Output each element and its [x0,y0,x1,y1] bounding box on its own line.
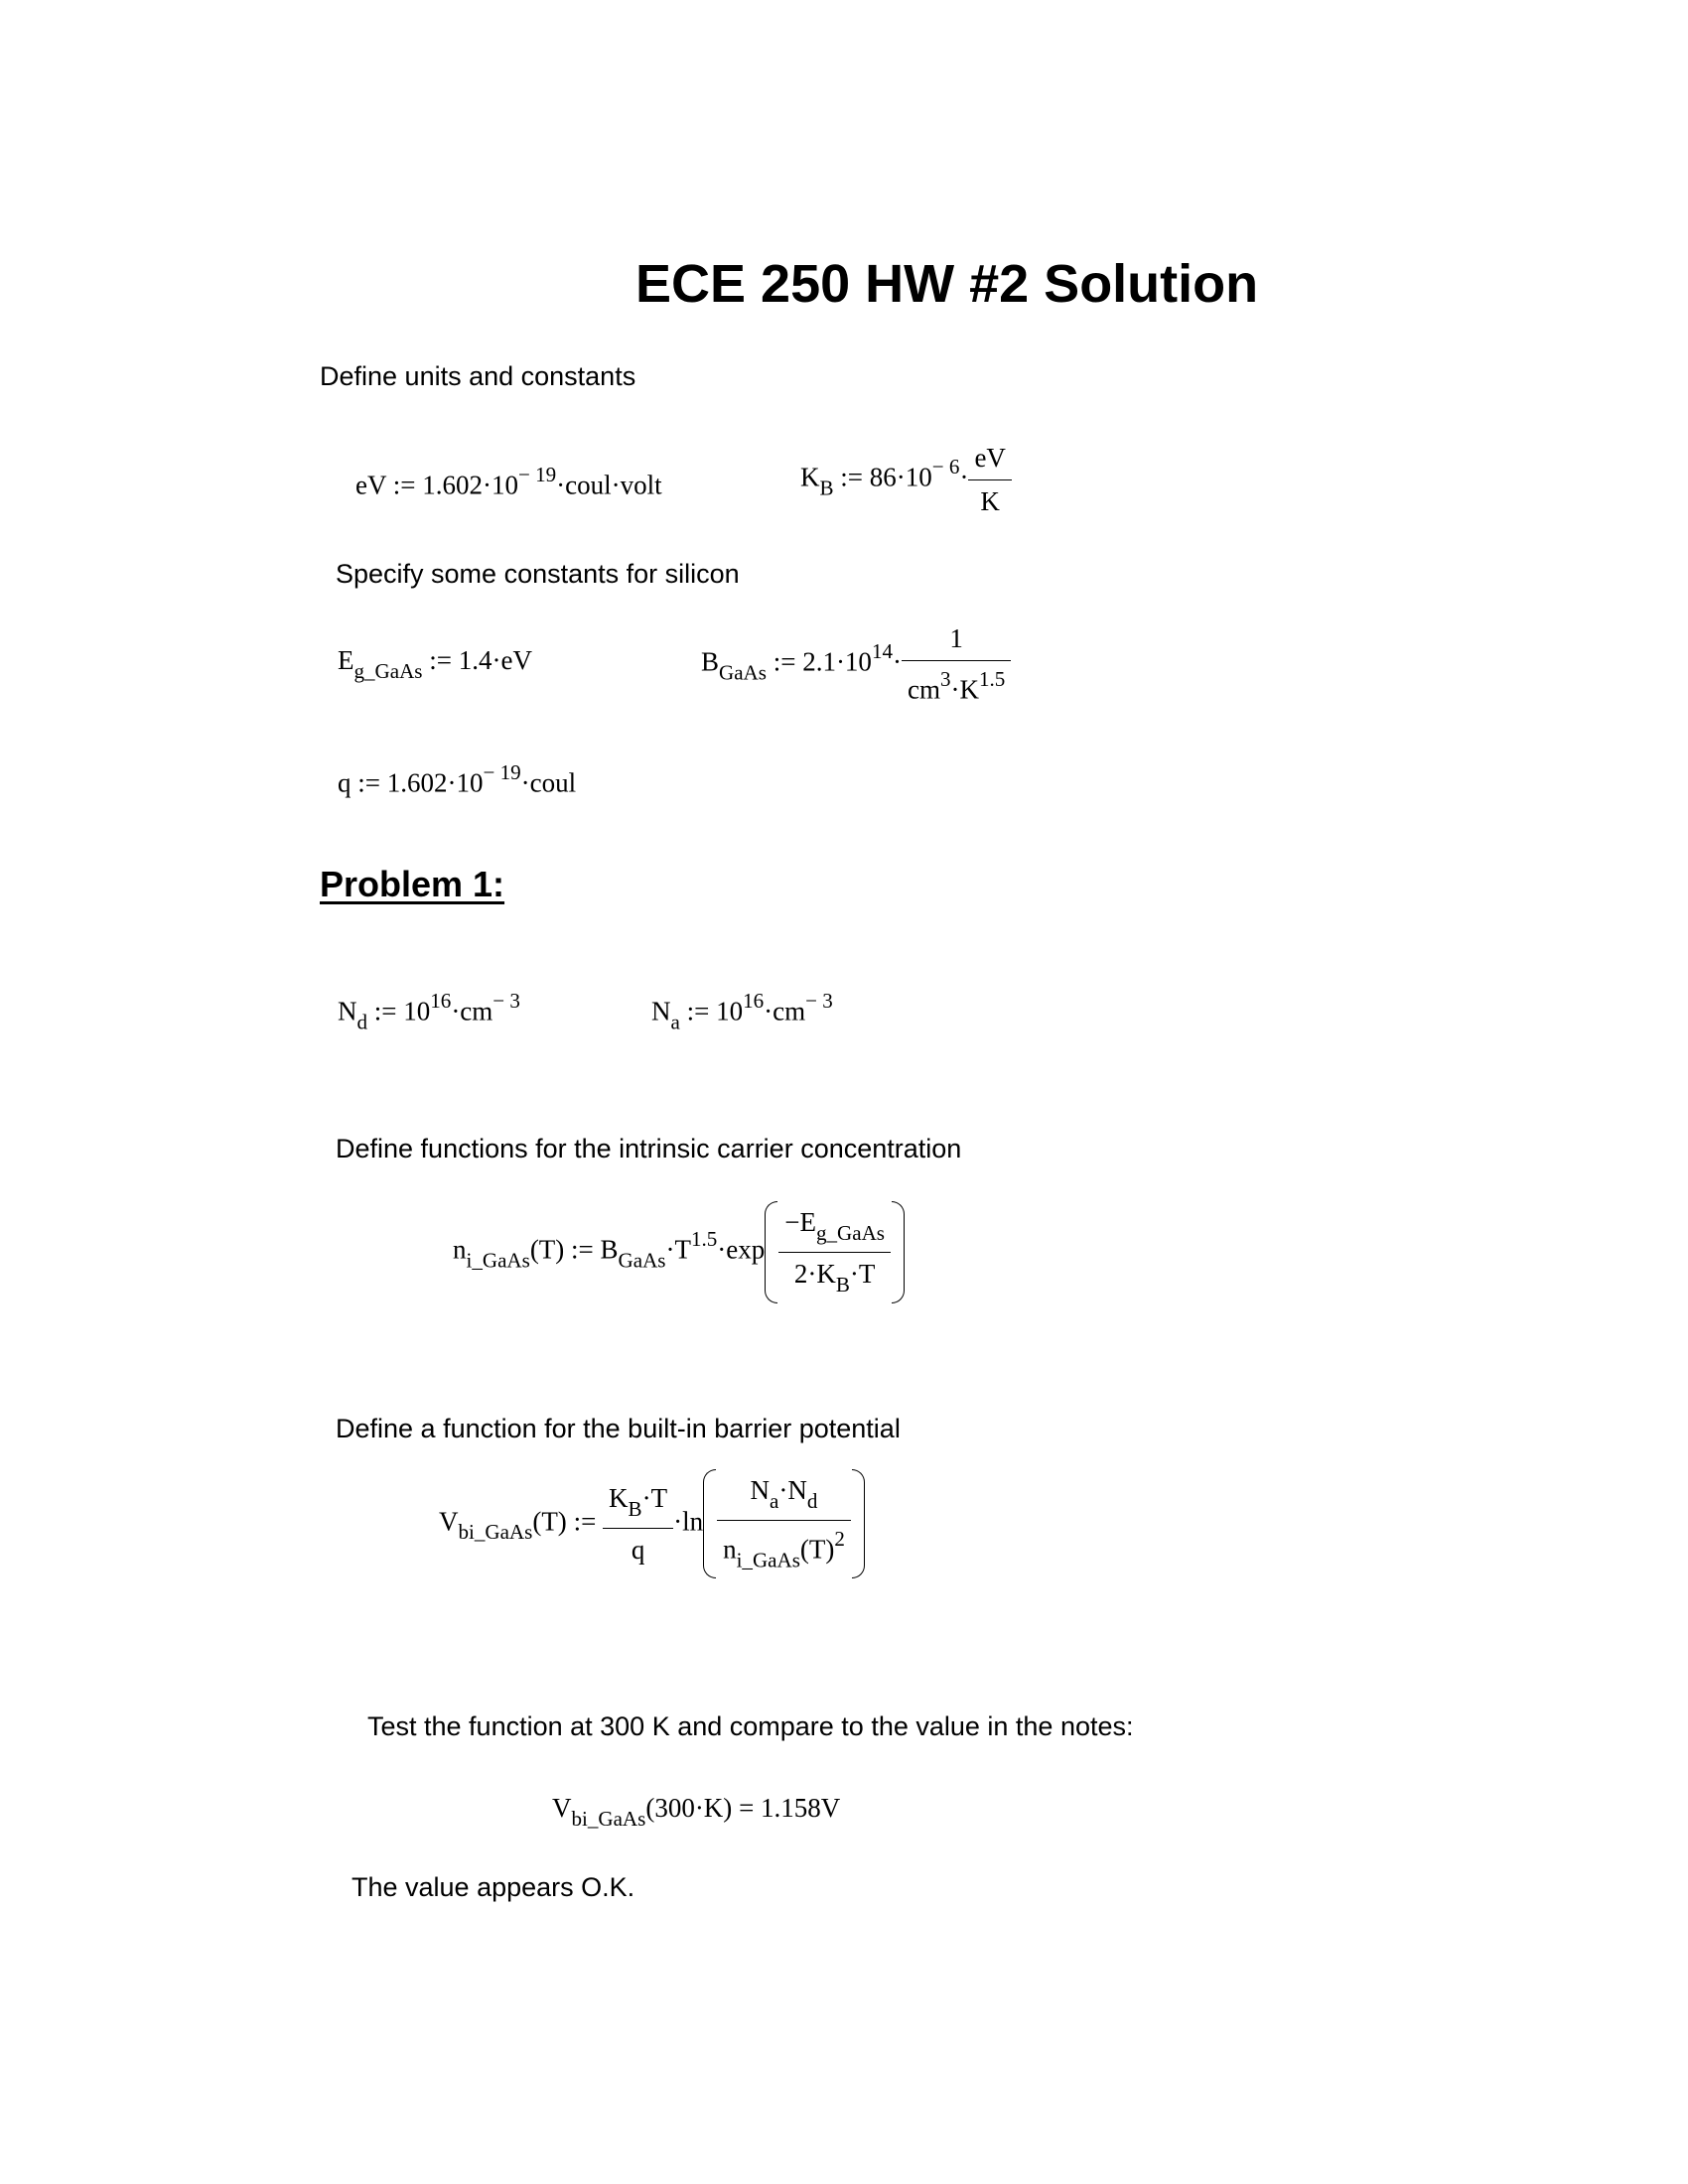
ni-den-k: 2·K [793,1258,836,1289]
nd-unit-exponent: − 3 [492,989,520,1013]
vbi-ln-fraction [717,1475,851,1572]
ev-unit: ·coul·volt [556,470,662,500]
test-symbol: V [552,1793,572,1823]
nd-exponent: 16 [430,989,452,1013]
test-subscript: bi_GaAs [571,1806,646,1831]
vbi-ln-nd: ·N [778,1475,807,1505]
vbi-num-k: K [609,1482,629,1513]
b-definition [701,623,1011,706]
b-dot: · [892,646,902,677]
na-exponent: 16 [743,989,765,1013]
b-denominator [902,661,1011,706]
ni-num-e: −E [784,1207,816,1237]
test-label: Test the function at 300 K and compare to the value in the notes: [367,1711,1134,1741]
kb-definition [800,443,1012,517]
page-title: ECE 250 HW #2 Solution [635,254,1259,314]
vbi-subscript: bi_GaAs [458,1520,533,1545]
ni-definition [453,1207,905,1297]
ev-mantissa: 1.602·10 [422,470,518,500]
ni-subscript: i_GaAs [466,1248,530,1273]
b-den-cm: cm [907,674,940,705]
vbi-fraction [603,1483,673,1566]
nd-symbol: N [338,996,357,1026]
vbi-ln-na: N [750,1475,771,1505]
vbi-symbol: V [439,1506,459,1537]
vbi-num-subscript: B [628,1496,642,1521]
q-lhs: q [338,767,352,798]
ni-exp-numerator [778,1207,891,1253]
ni-t-exponent: 1.5 [690,1226,718,1251]
test-arg: (300·K) [645,1793,733,1823]
b-numerator: 1 [902,623,1011,661]
ni-exp-fraction [778,1207,891,1297]
eg-rhs: 1.4·eV [458,645,532,675]
b-den-k-exp: 1.5 [979,667,1006,691]
vbi-ln-numerator [717,1475,851,1521]
b-den-cm-exp: 3 [939,667,951,691]
na-symbol: N [651,996,671,1026]
intrinsic-label: Define functions for the intrinsic carrier concentration [336,1134,962,1163]
b-fraction [902,623,1011,706]
vbi-definition [439,1475,865,1572]
q-exponent: − 19 [483,760,521,784]
b-mantissa: 2.1·10 [802,646,872,677]
b-den-k: ·K [950,674,980,705]
vbi-numerator [603,1483,673,1529]
ni-den-t: ·T [849,1258,876,1289]
vbi-arg: (T) [532,1506,567,1537]
q-mantissa: 1.602·10 [386,767,484,798]
b-op: := [773,646,796,677]
ni-symbol: n [453,1234,467,1265]
vbi-ln-ni-arg: (T) [799,1534,835,1565]
nd-unit: ·cm [451,996,493,1026]
vbi-ln-ni-subscript: i_GaAs [736,1548,800,1572]
q-op: := [357,767,380,798]
ev-definition [355,463,662,501]
eg-symbol: E [338,645,354,675]
ev-lhs: eV [355,470,386,500]
q-definition [338,760,576,799]
units-label: Define units and constants [320,361,636,391]
eg-definition [338,645,532,684]
vbi-op: := [573,1506,597,1537]
eg-op: := [429,645,452,675]
nd-subscript: d [356,1010,368,1034]
vbi-ln-nd-subscript: d [806,1488,818,1513]
ni-b-symbol: B [600,1234,619,1265]
vbi-ln-na-subscript: a [770,1488,779,1513]
kb-denominator: K [980,486,1000,516]
b-symbol: B [701,646,720,677]
ni-arg: (T) [529,1234,565,1265]
kb-symbol: K [800,462,820,492]
ni-den-subscript: B [835,1272,850,1297]
test-value: 1.158V [761,1793,841,1823]
ni-exp-parens [765,1207,905,1297]
test-result [552,1793,840,1832]
conclusion-text: The value appears O.K. [352,1872,635,1902]
b-exponent: 14 [871,638,893,663]
ni-b-subscript: GaAs [618,1248,666,1273]
vbi-ln-denominator [717,1521,851,1572]
nd-base: 10 [403,996,431,1026]
kb-exponent: − 6 [931,455,960,479]
na-base: 10 [716,996,744,1026]
nd-definition [338,989,520,1034]
nd-op: := [373,996,397,1026]
kb-dot: · [959,462,969,492]
ni-t: ·T [665,1234,691,1265]
na-unit-exponent: − 3 [805,989,833,1013]
ni-exp-fn: ·exp [717,1234,766,1265]
vbi-ln-ni-exponent: 2 [834,1526,845,1551]
ni-op: := [571,1234,594,1265]
kb-numerator: eV [968,443,1011,480]
na-op: := [686,996,710,1026]
ev-exponent: − 19 [517,463,557,486]
vbi-denominator: q [631,1534,645,1565]
na-unit: ·cm [764,996,806,1026]
vbi-ln-ni: n [723,1534,737,1565]
na-definition [651,989,833,1034]
b-subscript: GaAs [719,660,767,685]
ev-op: := [392,470,416,500]
eg-subscript: g_GaAs [353,658,423,683]
kb-op: := [840,462,864,492]
barrier-label: Define a function for the built-in barrier potential [336,1414,901,1443]
ni-exp-denominator [778,1253,891,1297]
kb-mantissa: 86·10 [869,462,932,492]
vbi-ln-parens [703,1475,865,1572]
vbi-ln-fn: ·ln [673,1506,704,1537]
vbi-num-t: ·T [641,1482,668,1513]
test-op: = [739,1793,755,1823]
kb-subscript: B [819,476,834,500]
ni-num-subscript: g_GaAs [816,1220,885,1245]
silicon-label: Specify some constants for silicon [336,559,740,589]
q-unit: ·coul [520,767,577,798]
problem-heading: Problem 1: [320,864,505,904]
kb-fraction [968,443,1011,517]
na-subscript: a [670,1010,680,1034]
